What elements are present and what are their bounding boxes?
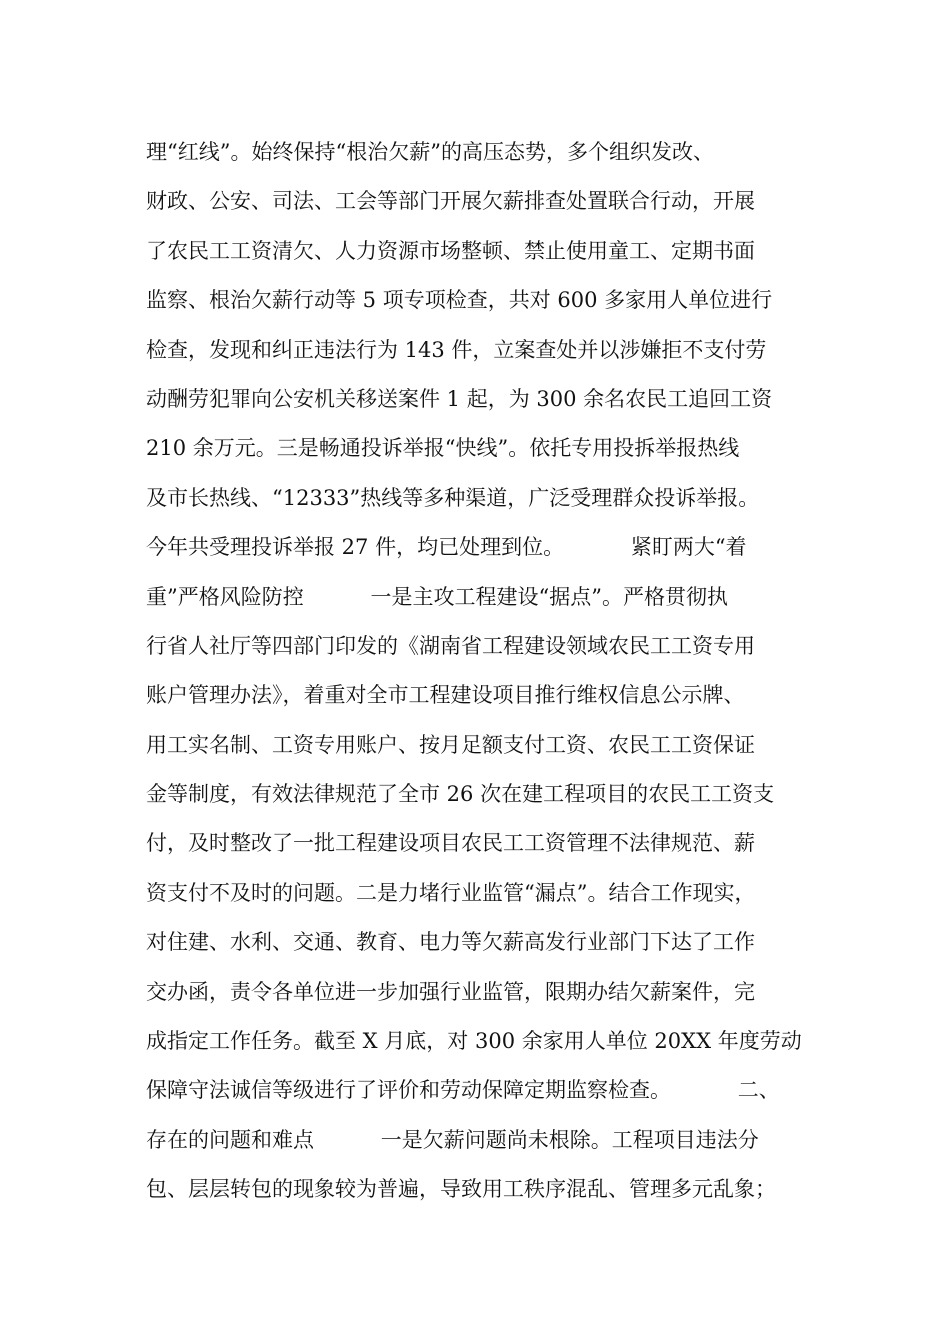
text-line: 用工实名制、工资专用账户、按月足额支付工资、农民工工资保证: [146, 732, 755, 757]
text-line: 财政、公安、司法、工会等部门开展欠薪排查处置联合行动，开展: [146, 189, 755, 214]
text-line: 保障守法诚信等级进行了评价和劳动保障定期监察检查。 二、: [146, 1078, 780, 1103]
text-line: 金等制度，有效法律规范了全市 26 次在建工程项目的农民工工资支: [146, 782, 775, 807]
text-line: 成指定工作任务。截至 X 月底，对 300 余家用人单位 20XX 年度劳动: [146, 1029, 802, 1054]
text-line: 交办函，责令各单位进一步加强行业监管，限期办结欠薪案件，完: [146, 979, 755, 1004]
text-line: 检查，发现和纠正违法行为 143 件，立案查处并以涉嫌拒不支付劳: [146, 337, 767, 362]
text-line: 存在的问题和难点 一是欠薪问题尚未根除。工程项目违法分: [146, 1127, 759, 1152]
document-body: [146, 128, 826, 1215]
text-line: 资支付不及时的问题。二是力堵行业监管“漏点”。结合工作现实，: [146, 880, 756, 905]
text-line: 动酬劳犯罪向公安机关移送案件 1 起，为 300 余名农民工追回工资: [146, 386, 773, 411]
text-line: 付，及时整改了一批工程建设项目农民工工资管理不法律规范、薪: [146, 831, 755, 856]
text-line: 行省人社厅等四部门印发的《湖南省工程建设领域农民工工资专用: [146, 633, 755, 658]
text-line: 理“红线”。始终保持“根治欠薪”的高压态势，多个组织发改、: [146, 140, 714, 164]
text-line: 监察、根治欠薪行动等 5 项专项检查，共对 600 多家用人单位进行: [146, 288, 773, 313]
text-line: 了农民工工资清欠、人力资源市场整顿、禁止使用童工、定期书面: [146, 238, 755, 263]
text-line: 210 余万元。三是畅通投诉举报“快线”。依托专用投拆举报热线: [146, 436, 740, 461]
text-line: 对住建、水利、交通、教育、电力等欠薪高发行业部门下达了工作: [146, 930, 755, 955]
text-line: 及市长热线、“12333”热线等多种渠道，广泛受理群众投诉举报。: [146, 485, 760, 510]
text-line: 今年共受理投诉举报 27 件，均已处理到位。 紧盯两大“着: [146, 535, 747, 560]
text-line: 账户管理办法》，着重对全市工程建设项目推行维权信息公示牌、: [146, 683, 745, 708]
text-line: 包、层层转包的现象较为普遍，导致用工秩序混乱、管理多元乱象；: [146, 1177, 776, 1202]
text-line: 重”严格风险防控 一是主攻工程建设“据点”。严格贯彻执: [146, 584, 728, 609]
